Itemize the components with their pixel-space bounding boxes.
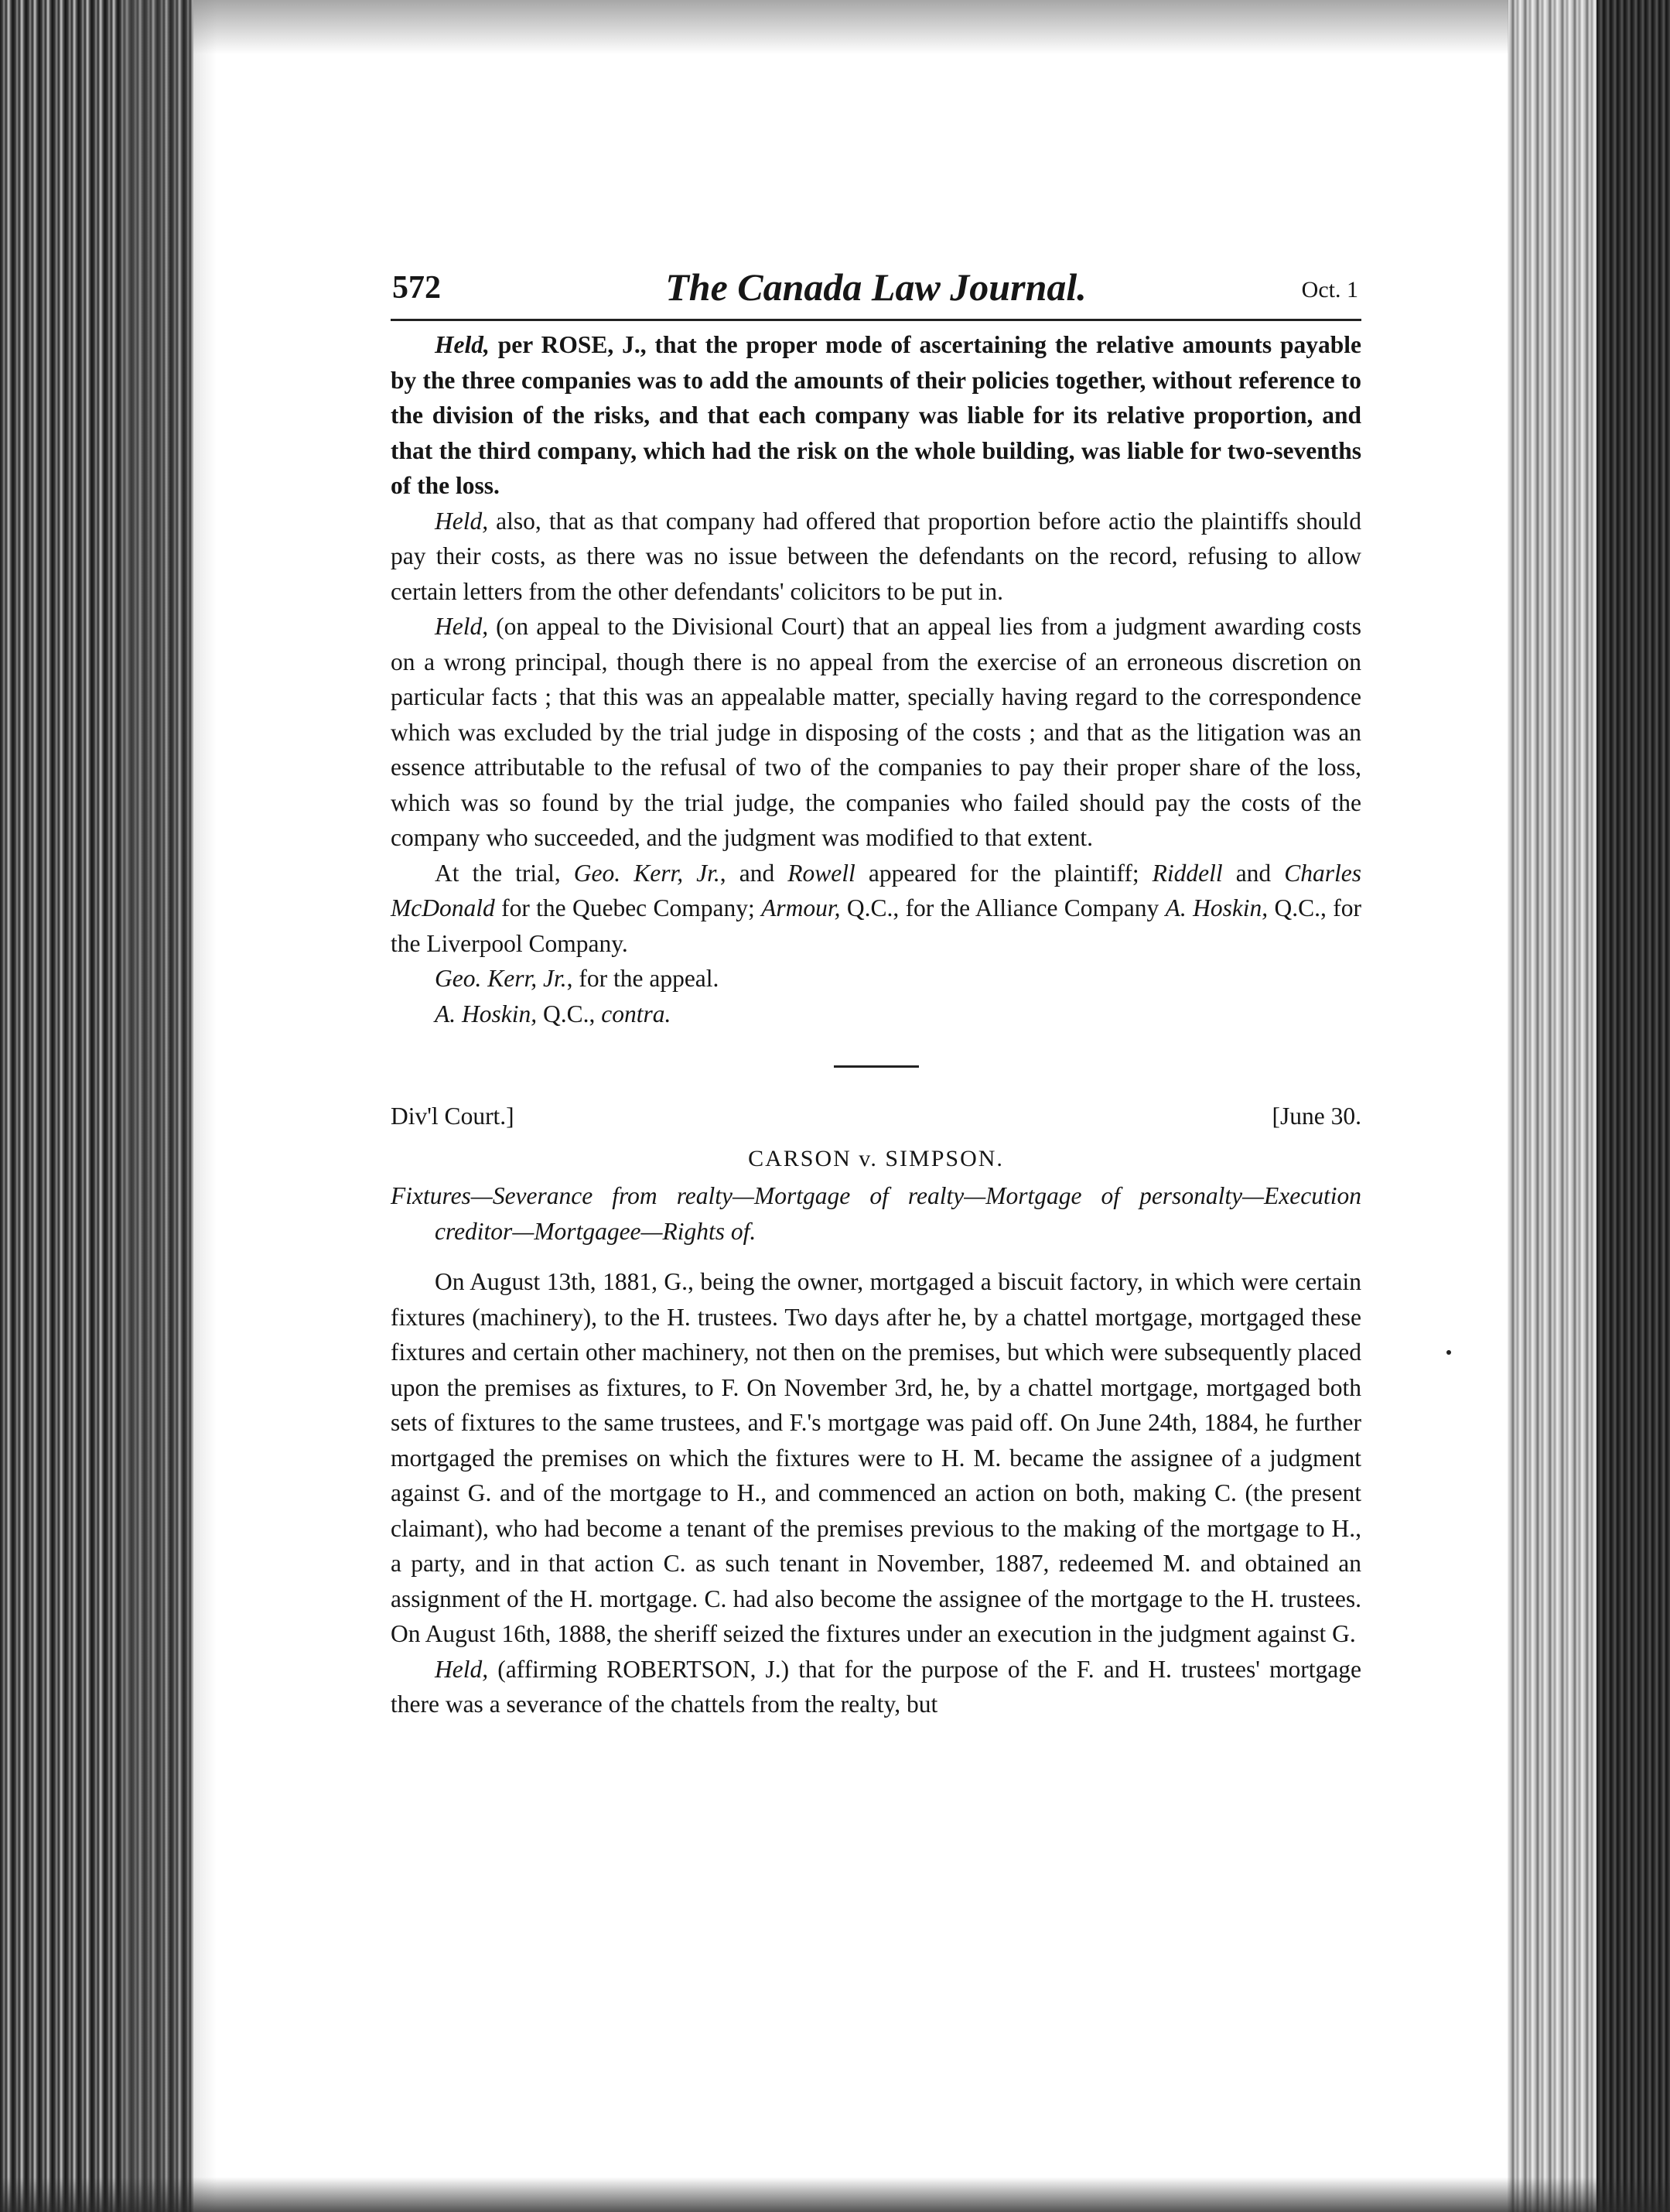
counsel-text: Q.C., for the Alliance Company (840, 894, 1166, 921)
counsel-text: appeared for the plaintiff; (855, 859, 1153, 887)
counsel-name: A. Hoskin, (1165, 894, 1269, 921)
held-label: Held, (435, 507, 489, 535)
counsel-text: Q.C., (537, 1000, 602, 1027)
scan-top-edge (193, 0, 1508, 54)
court-name: Div'l Court.] (391, 1103, 514, 1130)
page-number: 572 (392, 270, 441, 306)
contra-counsel-line (391, 997, 1361, 1032)
scan-right-border (1597, 0, 1670, 2212)
section-divider (834, 1065, 919, 1068)
counsel-paragraph (391, 856, 1361, 962)
counsel-name: Geo. Kerr, Jr. (435, 965, 567, 992)
court-line (391, 1099, 1361, 1133)
counsel-text: , for the appeal. (566, 965, 719, 992)
counsel-text: Q.C., for the Liverpool Company. (391, 894, 1361, 957)
held-text: also, that as that company had offered that proportion before actio the plaintiffs should pay their costs, as there was no issue between the defendants on the record, refusing to allow certain letters from the other defendants' colicitors to be put in. (391, 507, 1361, 605)
held-paragraph-4 (391, 1652, 1361, 1722)
issue-date: Oct. 1 (1301, 277, 1358, 303)
case-title: CARSON v. SIMPSON. (748, 1146, 1004, 1171)
counsel-name: Rowell (787, 859, 855, 887)
journal-title: The Canada Law Journal. (665, 265, 1087, 309)
facts-paragraph: On August 13th, 1881, G., being the owner, mortgaged a biscuit factory, in which were certain fixtures (machinery), to the H. trustees. Two days after he, by a chattel mortgage, mortgaged these fixtures and certain other machinery, not then on the premises, but which were subsequently placed upon the premises as fixtures, to F. On November 3rd, he, by a chattel mortgage, mortgaged both sets of fixtures to the same trustees, and F.'s mortgage was paid off. On June 24th, 1884, he further mortgaged the premises on which the fixtures were to H. M. became the assignee of a judgment against G. and of the mortgage to H., and commenced an action on both, making C. (the present claimant), who had become a tenant of the premises previous to the making of the mortgage to H., a party, and in that action C. as such tenant in November, 1887, redeemed M. and obtained an assignment of the H. mortgage. C. had also become the assignee of the mortgage to the H. trustees. On August 16th, 1888, the sheriff seized the fixtures under an execution in the judgment against G. (391, 1268, 1361, 1647)
scan-speck (1446, 1350, 1451, 1355)
scan-bottom-edge (0, 2177, 1670, 2212)
contra-label: contra. (601, 1000, 671, 1027)
scan-left-shadow (124, 0, 217, 2212)
held-text: (on appeal to the Divisional Court) that an appeal lies from a judgment awarding costs on a wrong principal, though there is no appeal from the exercise of an erroneous discretion on particular facts ; that this was an appealable matter, specially having regard to the correspondence which was excluded by the trial judge in disposing of the costs ; and that as the litigation was an essence attributable to the refusal of two of the companies to pay their proper share of the loss, which was so found by the trial judge, the companies who failed should pay the costs of the company who succeeded, and the judgment was modified to that extent. (391, 613, 1361, 851)
page-body (391, 327, 1361, 1722)
held-paragraph-2 (391, 504, 1361, 610)
journal-page (391, 263, 1361, 1722)
counsel-name: Armour, (761, 894, 841, 921)
counsel-text: At the trial, (435, 859, 574, 887)
held-label: Held, (435, 331, 490, 358)
held-label: Held, (435, 1655, 489, 1683)
case-headnote: Fixtures—Severance from realty—Mortgage of realty—Mortgage of personalty—Execution creditor—Mortgagee—Rights of. (391, 1182, 1361, 1245)
counsel-text: , and (719, 859, 788, 887)
held-label: Held, (435, 613, 489, 640)
running-header (391, 263, 1361, 321)
held-paragraph-3 (391, 609, 1361, 856)
held-text: per ROSE, J., that the proper mode of ascertaining the relative amounts payable by the three companies was to add the amounts of their policies together, without reference to the division of the risks, and that each company was liable for its relative proportion, and that the third company, which had the risk on the whole building, was liable for two-sevenths of the loss. (391, 331, 1361, 499)
counsel-name: Riddell (1152, 859, 1223, 887)
held-text: (affirming ROBERTSON, J.) that for the purpose of the F. and H. trustees' mortgage there was a severance of the chattels from the realty, but (391, 1655, 1361, 1718)
held-paragraph-1 (391, 327, 1361, 504)
decision-date: [June 30. (1272, 1103, 1361, 1130)
counsel-text: for the Quebec Company; (494, 894, 762, 921)
appeal-counsel-line (391, 961, 1361, 997)
counsel-name: Charles McDonald (391, 859, 1362, 921)
counsel-name: Geo. Kerr, Jr. (573, 859, 720, 887)
counsel-name: A. Hoskin, (435, 1000, 538, 1027)
counsel-text: and (1222, 859, 1285, 887)
